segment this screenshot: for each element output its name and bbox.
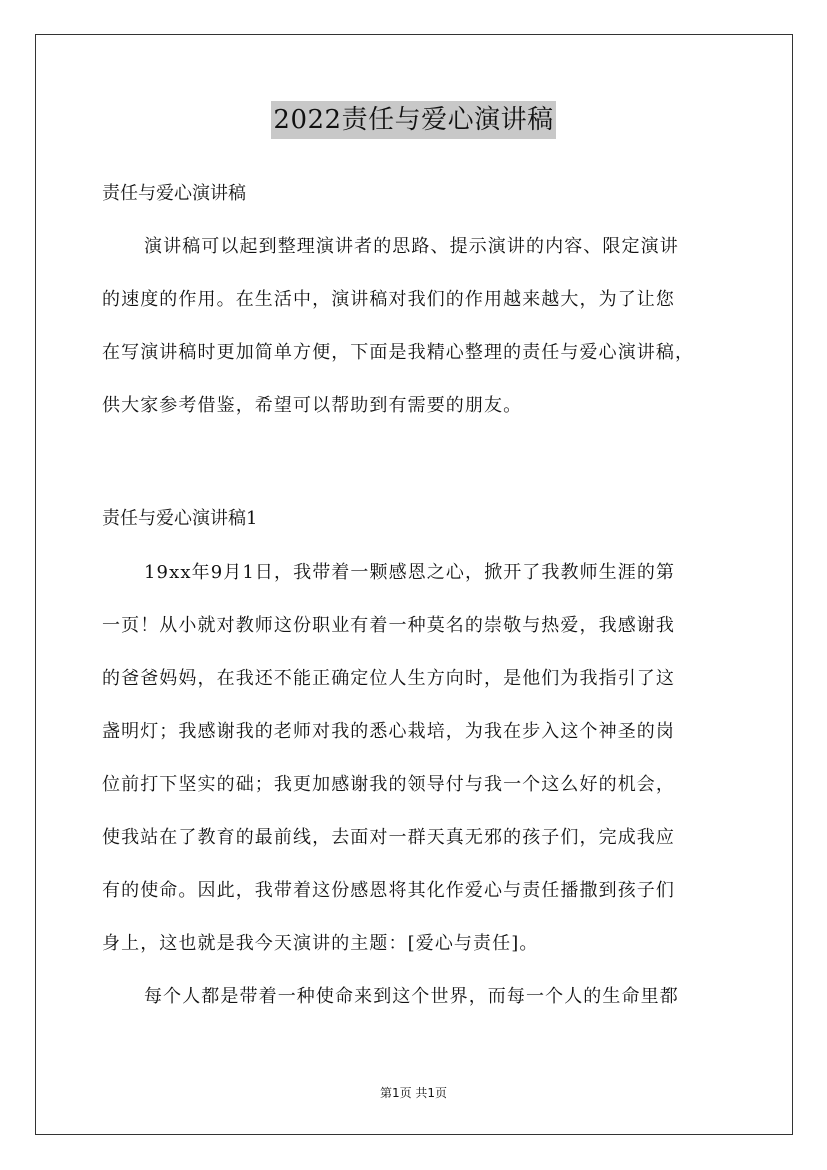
body-line: 身上，这也就是我今天演讲的主题：[爱心与责任]。 <box>102 933 539 954</box>
body-line: 每个人都是带着一种使命来到这个世界，而每一个人的生命里都 <box>144 986 679 1007</box>
intro-paragraph <box>102 235 742 447</box>
body-line: 有的使命。因此，我带着这份感恩将其化作爱心与责任播撒到孩子们 <box>102 880 675 901</box>
page-footer: 第1页 共1页 <box>379 1086 448 1100</box>
title-container <box>0 101 827 139</box>
body-line: 位前打下坚实的础；我更加感谢我的领导付与我一个这么好的机会， <box>102 774 675 795</box>
intro-line: 的速度的作用。在生活中，演讲稿对我们的作用越来越大，为了让您 <box>102 289 675 310</box>
intro-line: 在写演讲稿时更加简单方便，下面是我精心整理的责任与爱心演讲稿， <box>102 342 695 363</box>
document-subtitle: 责任与爱心演讲稿 <box>102 183 246 204</box>
intro-line: 供大家参考借鉴，希望可以帮助到有需要的朋友。 <box>102 395 523 416</box>
body-line: 的爸爸妈妈，在我还不能正确定位人生方向时，是他们为我指引了这 <box>102 668 675 689</box>
body-line: 使我站在了教育的最前线，去面对一群天真无邪的孩子们，完成我应 <box>102 827 675 848</box>
intro-line: 演讲稿可以起到整理演讲者的思路、提示演讲的内容、限定演讲 <box>144 236 679 257</box>
body-line: 一页！从小就对教师这份职业有着一种莫名的崇敬与热爱，我感谢我 <box>102 615 675 636</box>
body-line: 19xx年9月1日，我带着一颗感恩之心，掀开了我教师生涯的第 <box>144 562 676 583</box>
document-title: 2022责任与爱心演讲稿 <box>271 101 555 139</box>
section-heading: 责任与爱心演讲稿1 <box>102 508 258 529</box>
body-line: 盏明灯；我感谢我的老师对我的悉心栽培，为我在步入这个神圣的岗 <box>102 721 675 742</box>
body-paragraph-1 <box>102 561 742 1038</box>
